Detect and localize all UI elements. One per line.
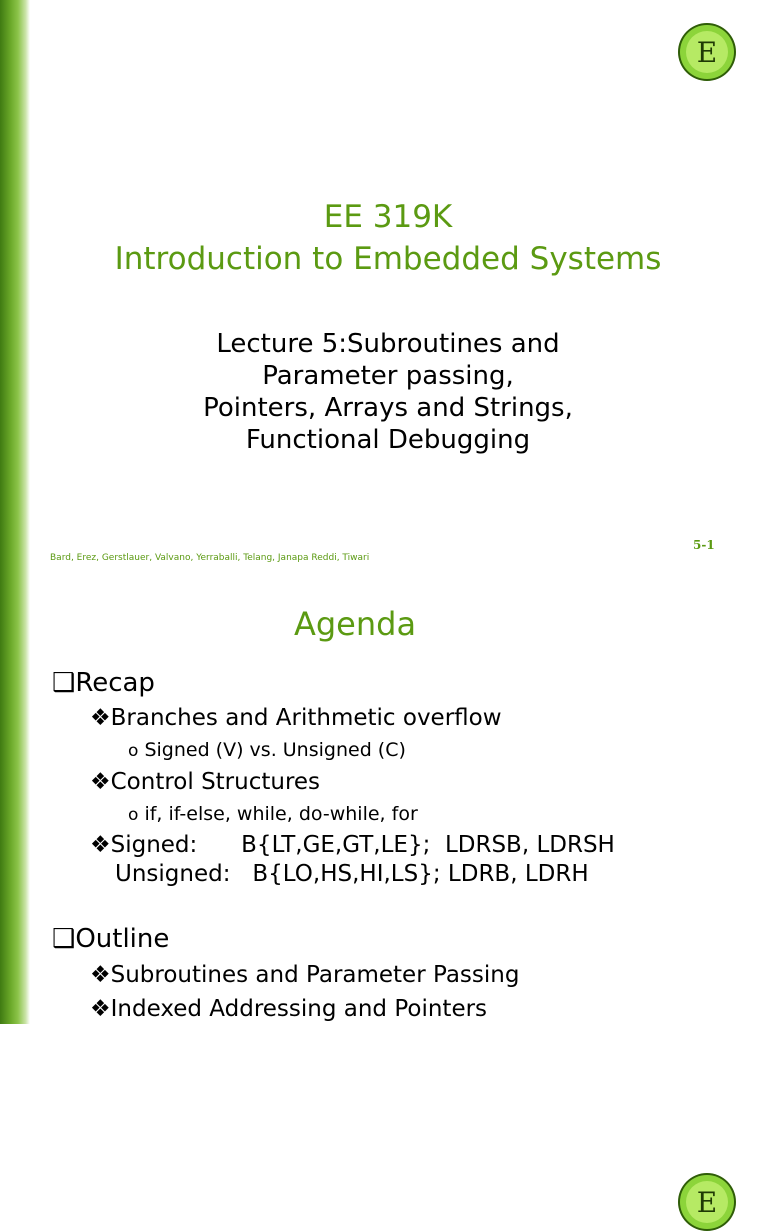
square-bullet-icon: ❑ [52,924,76,954]
subtitle-line: Functional Debugging [245,425,531,455]
recap-label: Recap [75,668,155,698]
logo-letter: E [696,1186,718,1219]
subtitle-line: Pointers, Arrays and Strings, [203,393,573,423]
course-title: Introduction to Embedded Systems [114,241,662,277]
slide-number: 5-1 [693,538,715,552]
square-bullet-icon: ❑ [52,668,76,698]
list-item: ❖Signed: B{LT,GE,GT,LE}; LDRSB, LDRSH [90,832,615,858]
sub-bullet: o [128,741,139,761]
sub-item-text: Signed (V) vs. Unsigned (C) [144,739,406,761]
sub-bullet: o [128,805,139,825]
green-sidebar [0,0,30,575]
list-item: ❖Branches and Arithmetic overflow [90,705,502,731]
list-item [128,802,418,827]
subtitle-line: Lecture 5:Subroutines and [216,329,560,359]
list-item [128,738,406,763]
title-block [40,196,736,280]
subtitle-line: Parameter passing, [262,361,514,391]
outline-heading [52,923,169,955]
sub-item-text: if, if-else, while, do-while, for [144,803,418,825]
list-item: ❖Control Structures [90,769,321,795]
title-slide [0,0,768,575]
e-logo-icon [677,1172,737,1232]
lecture-subtitle [60,328,716,456]
course-code: EE 319K [323,199,453,235]
list-item: ❖Subroutines and Parameter Passing [90,962,520,988]
authors-footer: Bard, Erez, Gerstlauer, Valvano, Yerraballi, Telang, Janapa Reddi, Tiwari [50,553,370,563]
list-item: ❖Indexed Addressing and Pointers [90,996,488,1022]
outline-label: Outline [75,924,170,954]
agenda-title: Agenda [293,605,417,643]
agenda-slide [0,575,768,1219]
e-logo-icon [677,22,737,82]
recap-heading [52,667,155,699]
logo-letter: E [696,36,718,69]
list-item: Unsigned: B{LO,HS,HI,LS}; LDRB, LDRH [115,861,589,887]
green-sidebar [0,575,30,1024]
